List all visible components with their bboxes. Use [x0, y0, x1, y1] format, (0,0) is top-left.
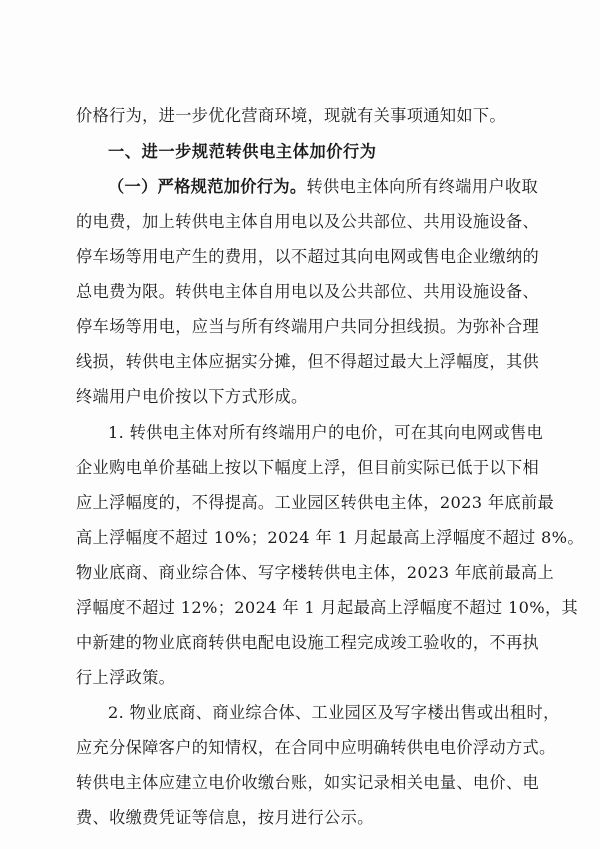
- paragraph-line: 物业底商、商业综合体、写字楼转供电主体，2023 年底前最高上: [76, 563, 555, 582]
- paragraph-line: 企业购电单价基础上按以下幅度上浮，但目前实际已低于以下相: [76, 458, 540, 477]
- paragraph-line: 终端用户电价按以下方式形成。: [76, 387, 308, 406]
- subsection-heading: （一）严格规范加价行为。: [108, 177, 307, 196]
- paragraph-line: 1. 转供电主体对所有终端用户的电价，可在其向电网或售电: [108, 423, 544, 442]
- paragraph-line: 应上浮幅度的，不得提高。工业园区转供电主体，2023 年底前最: [76, 493, 555, 512]
- paragraph-text: 转供电主体向所有终端用户收取: [306, 177, 538, 196]
- paragraph-line: 总电费为限。转供电主体自用电以及公共部位、共用设施设备、: [76, 282, 540, 301]
- paragraph-line: 高上浮幅度不超过 10%；2024 年 1 月起最高上浮幅度不超过 8%。: [76, 528, 584, 547]
- paragraph-line: 线损，转供电主体应据实分摊，但不得超过最大上浮幅度，其供: [76, 352, 540, 371]
- paragraph-line: 价格行为，进一步优化营商环境，现就有关事项通知如下。: [76, 106, 506, 125]
- paragraph-line: 费、收缴费凭证等信息，按月进行公示。: [76, 808, 374, 827]
- paragraph-line: 行上浮政策。: [76, 668, 176, 687]
- paragraph-line: 2. 物业底商、商业综合体、工业园区及写字楼出售或出租时，: [108, 703, 560, 722]
- paragraph-line: 浮幅度不超过 12%；2024 年 1 月起最高上浮幅度不超过 10%，其: [76, 598, 579, 617]
- paragraph-line: 转供电主体应建立电价收缴台账，如实记录相关电量、电价、电: [76, 773, 540, 792]
- paragraph-line: 停车场等用电，应当与所有终端用户共同分担线损。为弥补合理: [76, 317, 540, 336]
- subsection-paragraph-start: [108, 177, 558, 197]
- paragraph-line: 应充分保障客户的知情权，在合同中应明确转供电电价浮动方式。: [76, 738, 556, 757]
- section-heading-1: 一、进一步规范转供电主体加价行为: [108, 142, 377, 161]
- paragraph-line: 的电费，加上转供电主体自用电以及公共部位、共用设施设备、: [76, 212, 540, 231]
- paragraph-line: 停车场等用电产生的费用，以不超过其向电网或售电企业缴纳的: [76, 247, 540, 266]
- paragraph-line: 中新建的物业底商转供电配电设施工程完成竣工验收的，不再执: [76, 633, 540, 652]
